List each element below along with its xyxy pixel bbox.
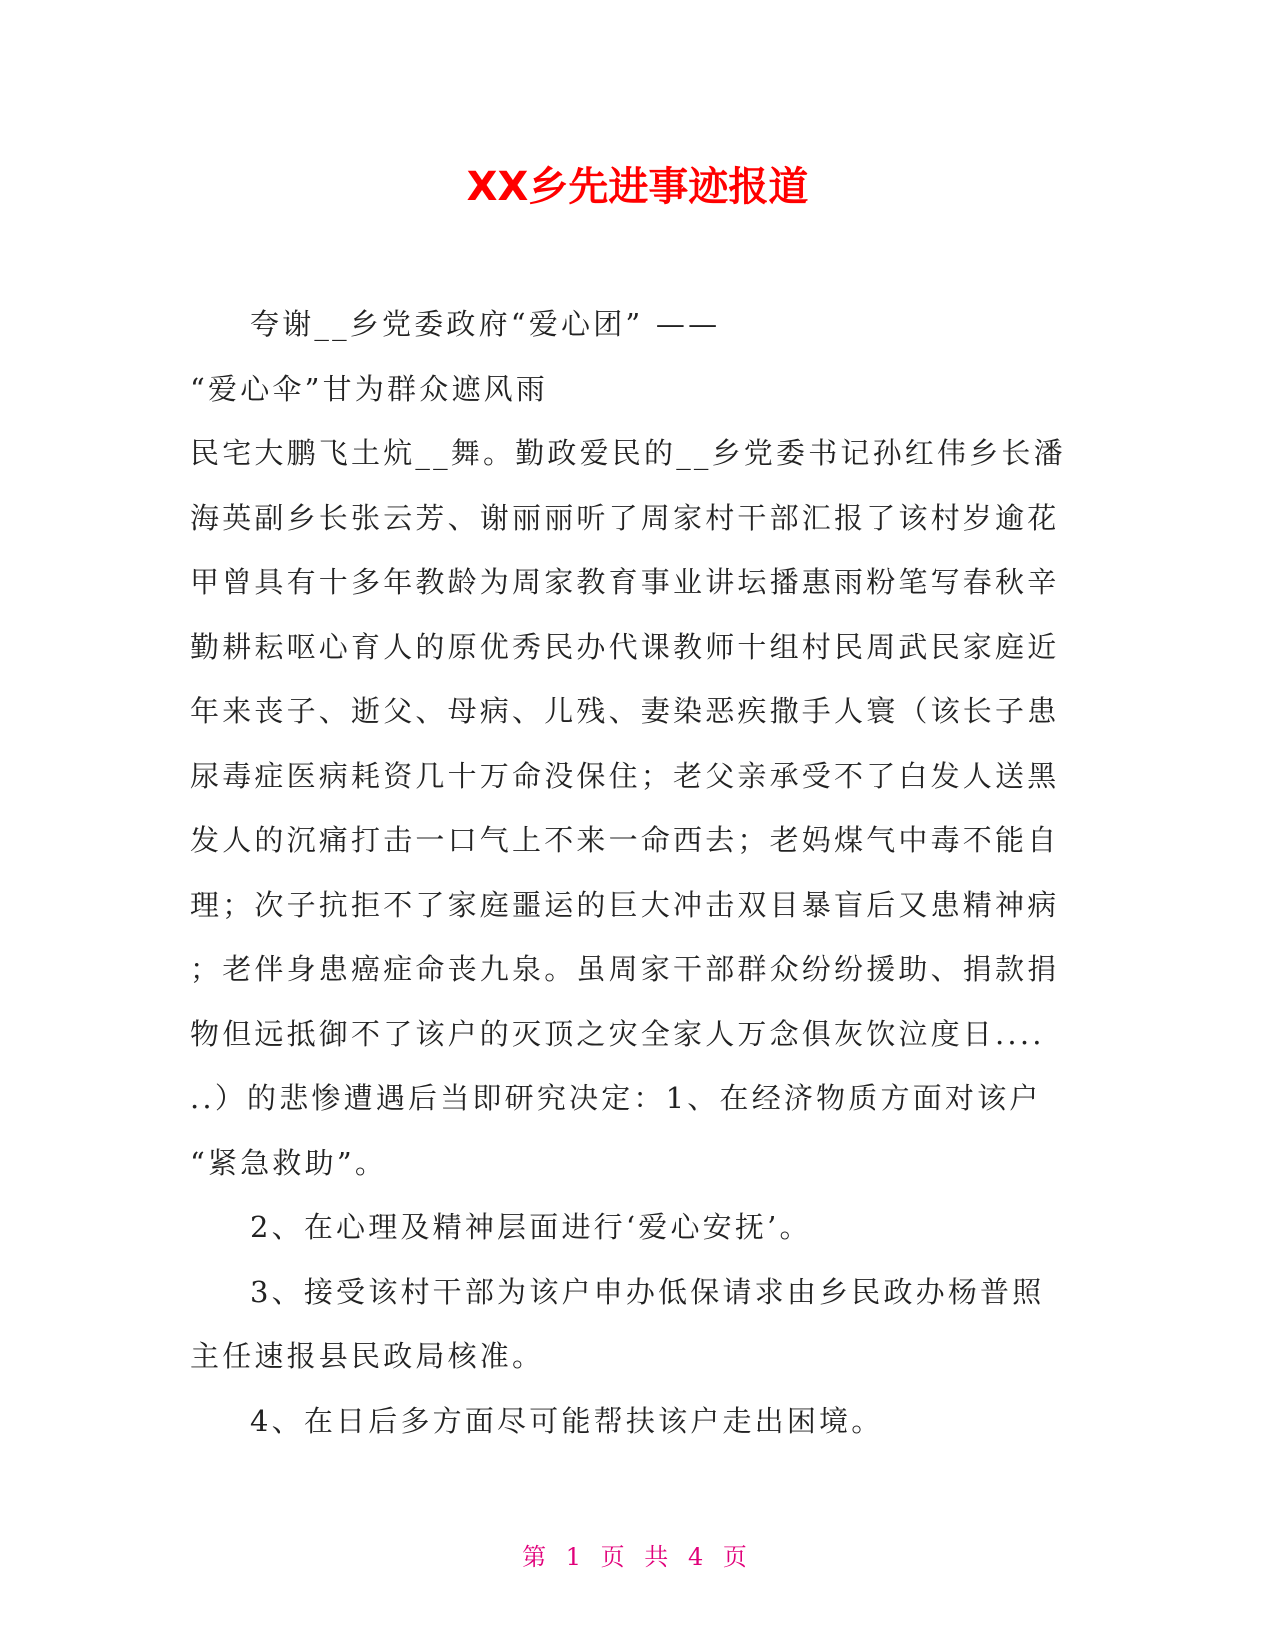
body-line: “紧急救助”。 [190,1145,388,1180]
body-line: 夸谢__乡党委政府“爱心团” —— [250,307,721,341]
body-line: 发人的沉痛打击一口气上不来一命西去；老妈煤气中毒不能自 [190,823,1060,857]
body-line: 海英副乡长张云芳、谢丽丽听了周家村干部汇报了该村岁逾花 [190,500,1060,535]
body-line: “爱心伞”甘为群众遮风雨 [190,371,549,406]
body-line: 物但远抵御不了该户的灭顶之灾全家人万念俱灰饮泣度日.... [190,1016,1045,1051]
body-line: 年来丧子、逝父、母病、儿残、妻染恶疾撒手人寰（该长子患 [190,694,1060,728]
body-line: 尿毒症医病耗资几十万命没保住；老父亲承受不了白发人送黑 [190,758,1060,793]
body-line: 甲曾具有十多年教龄为周家教育事业讲坛播惠雨粉笔写春秋辛 [190,565,1060,599]
body-line: 勤耕耘呕心育人的原优秀民办代课教师十组村民周武民家庭近 [190,629,1060,664]
body-line: 3、接受该村干部为该户申办低保请求由乡民政办杨普照 [250,1274,1045,1309]
page-number-footer: 第 1 页 共 4 页 [522,1543,753,1571]
body-line: 主任速报县民政局核准。 [190,1339,545,1373]
document-title: XX乡先进事迹报道 [466,164,809,210]
body-line: 2、在心理及精神层面进行‘爱心安抚’。 [250,1210,812,1244]
body-line: ；老伴身患癌症命丧九泉。虽周家干部群众纷纷援助、捐款捐 [190,952,1060,986]
body-line: ..）的悲惨遭遇后当即研究决定：1、在经济物质方面对该户 [190,1081,1042,1115]
document-body [190,292,1085,1453]
body-line: 理；次子抗拒不了家庭噩运的巨大冲击双目暴盲后又患精神病 [190,887,1060,922]
body-line: 4、在日后多方面尽可能帮扶该户走出困境。 [250,1403,884,1438]
body-line: 民宅大鹏飞土炕__舞。勤政爱民的__乡党委书记孙红伟乡长潘 [190,436,1066,470]
